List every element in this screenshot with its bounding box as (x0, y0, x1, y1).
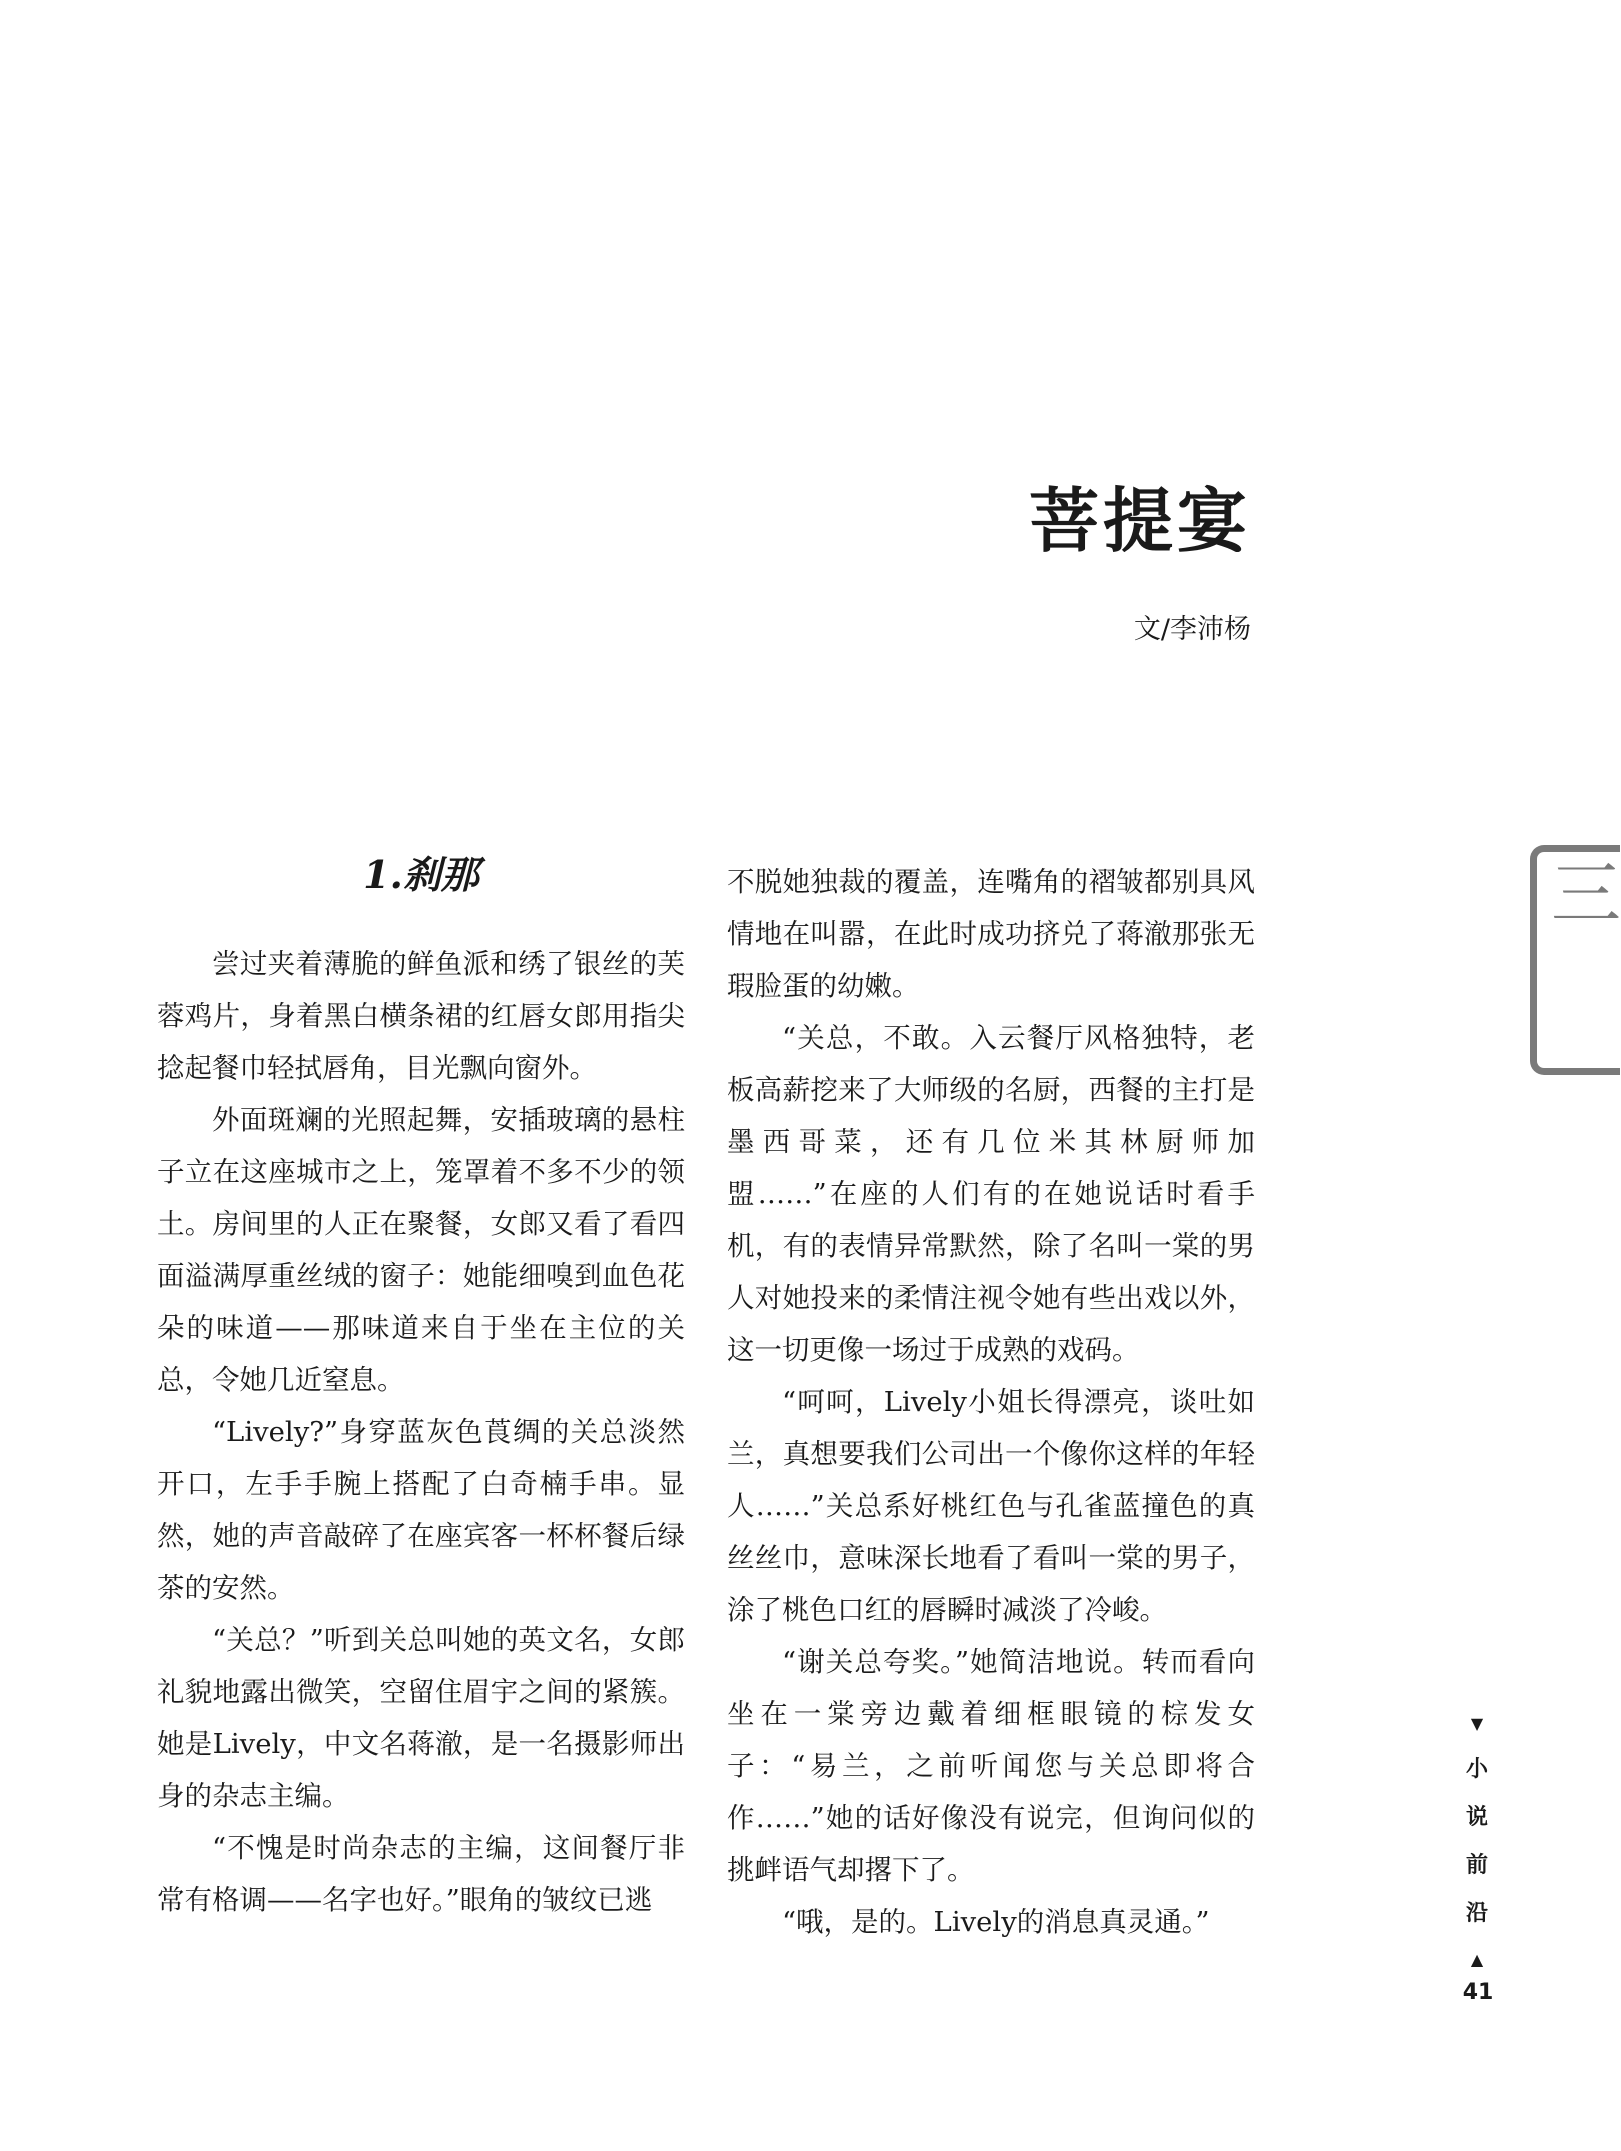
page-number: 41 (1462, 1980, 1494, 2005)
seal-stamp-icon: 三 (1530, 845, 1620, 1075)
section-label: 小说前沿 (1465, 1757, 1488, 1926)
triangle-up-icon: ▲ (1470, 1950, 1484, 1969)
paragraph: “呵呵，Lively小姐长得漂亮，谈吐如兰，真想要我们公司出一个像你这样的年轻人……”关总系好桃红色与孔雀蓝撞色的真丝丝巾，意味深长地看了看叫一棠的男子，涂了桃色口红的唇瞬时减淡了冷峻。 (727, 1386, 1255, 1626)
paragraph: “哦，是的。Lively的消息真灵通。” (782, 1906, 1210, 1938)
paragraph: “关总？”听到关总叫她的英文名，女郎礼貌地露出微笑，空留住眉宇之间的紧簇。她是Lively，中文名蒋澈，是一名摄影师出身的杂志主编。 (157, 1624, 685, 1812)
triangle-down-icon: ▼ (1470, 1714, 1484, 1733)
right-column (727, 856, 1255, 1948)
paragraph-continuation: 不脱她独裁的覆盖，连嘴角的褶皱都别具风情地在叫嚣，在此时成功挤兑了蒋澈那张无瑕脸蛋的幼嫩。 (727, 866, 1255, 1002)
paragraph: “关总，不敢。入云餐厅风格独特，老板高薪挖来了大师级的名厨，西餐的主打是墨西哥菜，还有几位米其林厨师加盟……”在座的人们有的在她说话时看手机，有的表情异常默然，除了名叫一棠的男人对她投来的柔情注视令她有些出戏以外，这一切更像一场过于成熟的戏码。 (727, 1022, 1255, 1366)
left-column (157, 848, 685, 1926)
paragraph: 尝过夹着薄脆的鲜鱼派和绣了银丝的芙蓉鸡片，身着黑白横条裙的红唇女郎用指尖捻起餐巾轻拭唇角，目光飘向窗外。 (157, 948, 685, 1084)
section-nav (1457, 1712, 1497, 1972)
paragraph: “Lively?”身穿蓝灰色莨绸的关总淡然开口，左手手腕上搭配了白奇楠手串。显然，她的声音敲碎了在座宾客一杯杯餐后绿茶的安然。 (157, 1416, 685, 1604)
paragraph: “不愧是时尚杂志的主编，这间餐厅非常有格调——名字也好。”眼角的皱纹已逃 (157, 1832, 685, 1916)
section-heading: 1.刹那 (363, 852, 479, 897)
paragraph: 外面斑斓的光照起舞，安插玻璃的悬柱子立在这座城市之上，笼罩着不多不少的领土。房间里的人正在聚餐，女郎又看了看四面溢满厚重丝绒的窗子：她能细嗅到血色花朵的味道——那味道来自于坐在主位的关总，令她几近窒息。 (157, 1104, 685, 1396)
article-byline: 文/李沛杨 (1133, 614, 1251, 645)
paragraph: “谢关总夸奖。”她简洁地说。转而看向坐在一棠旁边戴着细框眼镜的棕发女子：“易兰，之前听闻您与关总即将合作……”她的话好像没有说完，但询问似的挑衅语气却撂下了。 (727, 1646, 1255, 1886)
article-title: 菩提宴 (1029, 479, 1251, 562)
